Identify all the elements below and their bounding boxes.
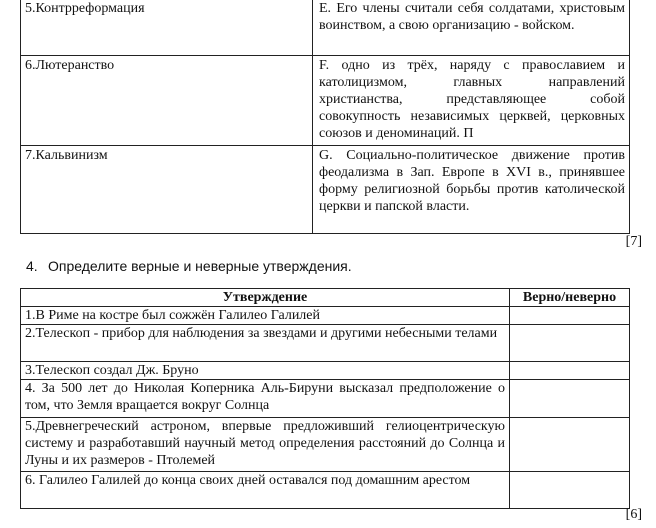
matching-score: [7]	[625, 234, 642, 249]
statements-table	[20, 288, 630, 509]
answer-cell[interactable]	[510, 380, 630, 418]
statement-text: 2.Телескоп - прибор для наблюдения за звездами и другими небесными телами	[21, 325, 510, 362]
statement-text: 3.Телескоп создал Дж. Бруно	[21, 362, 510, 380]
matching-row-5	[21, 0, 630, 56]
statement-row	[21, 362, 630, 380]
term-cell: 6.Лютеранство	[21, 56, 313, 146]
statement-row	[21, 325, 630, 362]
statement-text: 6. Галилео Галилей до конца своих дней оставался под домашним арестом	[21, 472, 510, 509]
answer-cell[interactable]	[510, 325, 630, 362]
question-text: Определите верные и неверные утверждения.	[48, 258, 352, 274]
question-number: 4.	[26, 258, 38, 274]
statement-column-header: Утверждение	[21, 289, 510, 307]
statement-text: 5.Древнегреческий астроном, впервые предложивший гелиоцентрическую систему и разработавший научный метод определения расстояний до Солнца и Луны и их размеров - Птолемей	[21, 418, 510, 472]
question-heading	[26, 258, 352, 274]
answer-cell[interactable]	[510, 418, 630, 472]
definition-cell: G. Социально-политическое движение против феодализма в Зап. Европе в XVI в., принявшее форму религиозной борьбы против католической церкви и папской власти.	[313, 146, 630, 234]
term-cell: 7.Кальвинизм	[21, 146, 313, 234]
statement-row	[21, 472, 630, 509]
matching-row-7	[21, 146, 630, 234]
answer-column-header: Верно/неверно	[510, 289, 630, 307]
definition-cell: F. одно из трёх, наряду с православием и католицизмом, главных направлений христианства, представляющее собой совокупность независимых церквей, церковных союзов и деноминаций. П	[313, 56, 630, 146]
statements-score: [6]	[625, 507, 642, 522]
statement-row	[21, 307, 630, 325]
statement-row	[21, 380, 630, 418]
answer-cell[interactable]	[510, 472, 630, 509]
answer-cell[interactable]	[510, 307, 630, 325]
matching-table	[20, 0, 630, 234]
statement-text: 1.В Риме на костре был сожжён Галилео Галилей	[21, 307, 510, 325]
statements-header-row	[21, 289, 630, 307]
term-cell: 5.Контрреформация	[21, 0, 313, 56]
answer-cell[interactable]	[510, 362, 630, 380]
definition-cell: E. Его члены считали себя солдатами, христовым воинством, а свою организацию - войском.	[313, 0, 630, 56]
matching-row-6	[21, 56, 630, 146]
statement-text: 4. За 500 лет до Николая Коперника Аль-Бируни высказал предположение о том, что Земля вращается вокруг Солнца	[21, 380, 510, 418]
statement-row	[21, 418, 630, 472]
